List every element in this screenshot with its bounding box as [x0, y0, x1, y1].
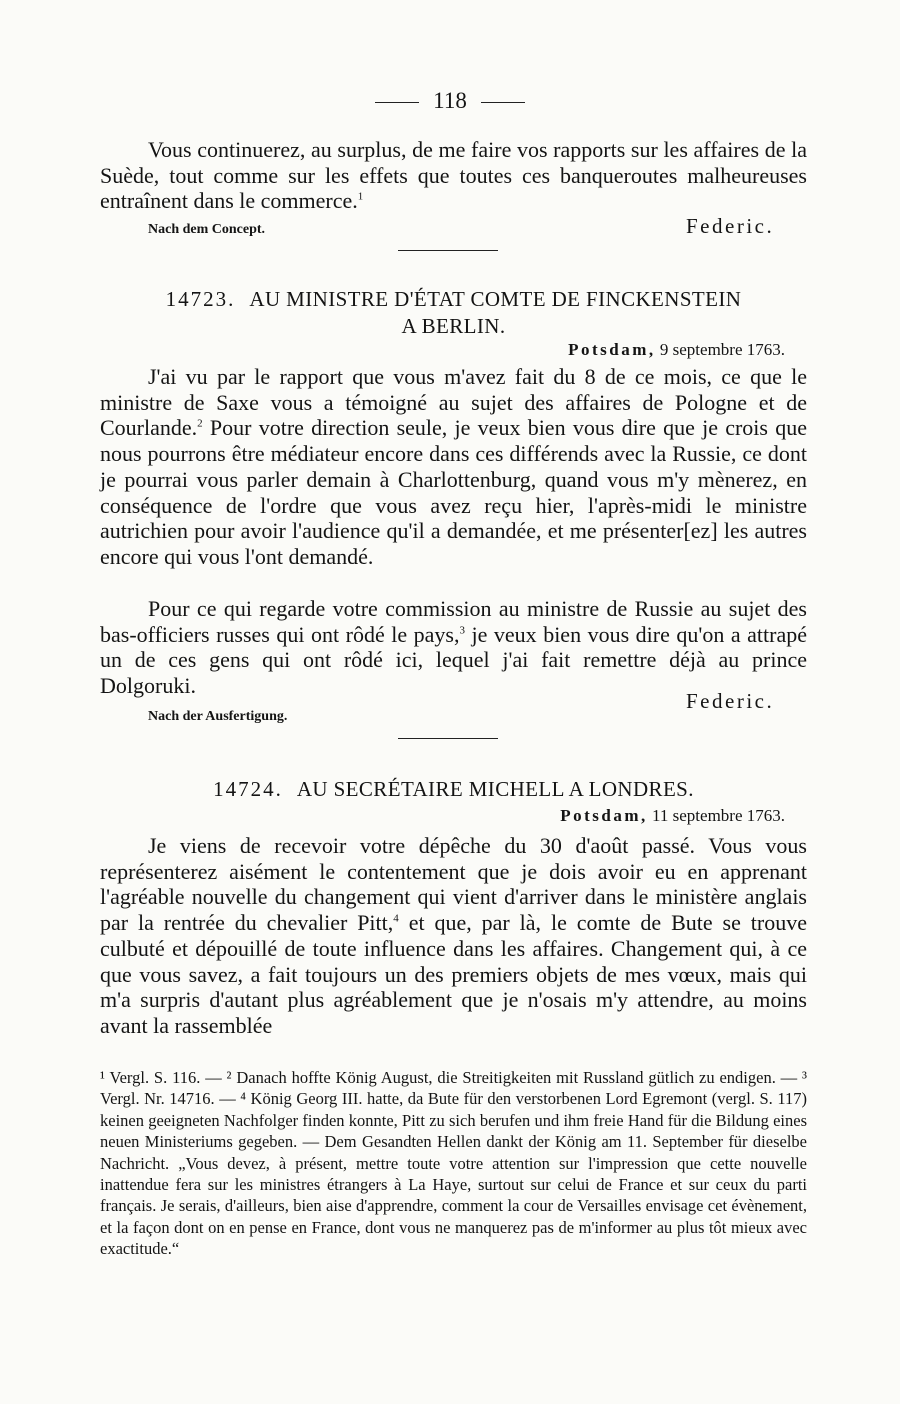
letter-title: AU SECRÉTAIRE MICHELL A LONDRES. [296, 777, 694, 801]
letter-number: 14723. [165, 287, 236, 311]
paragraph-text: Pour ce qui regarde votre commission au ministre de Russie au sujet des bas-officiers russes qui ont rôdé le pays, [100, 596, 807, 647]
intro-paragraph [100, 137, 807, 214]
paragraph-text: J'ai vu par le rapport que vous m'avez fait du 8 de ce mois, ce que le ministre de Saxe vous a témoigné au sujet des affaires de Pologne et de Courlande. [100, 364, 807, 441]
date-text: 9 septembre 1763. [659, 340, 785, 359]
letter-heading [100, 287, 807, 312]
paragraph-text: et que, par là, le comte de Bute se trouve culbuté et dépouillé de toute influence dans les affaires. Changement qui, à ce que vous savez, a fait toujours un des premiers objets de mes vœux, mais qui m'a surpris d'autant plus agréablement que je n'osais m'y attendre, au moins avant la rassemblée [100, 910, 807, 1038]
letter-heading-line2: A BERLIN. [401, 314, 506, 338]
footnote-ref: 4 [393, 912, 399, 925]
source-note: Nach dem Concept. [148, 222, 266, 237]
dateline [100, 806, 785, 826]
section-divider [398, 738, 498, 739]
date-place: Potsdam, [568, 340, 656, 359]
signature: Federic. [686, 214, 775, 238]
page-number-dash-left [375, 102, 419, 103]
letter-paragraph [100, 596, 807, 699]
letter-heading [100, 777, 807, 802]
footnote-ref: 2 [197, 418, 203, 431]
footnote-ref: 1 [357, 191, 364, 204]
signature: Federic. [686, 689, 775, 713]
date-place: Potsdam, [560, 806, 648, 825]
footnote-ref: 3 [459, 624, 465, 637]
letter-number: 14724. [213, 777, 283, 801]
page-number-dash-right [481, 102, 525, 103]
page-number-line [0, 88, 900, 114]
paragraph-text: Je viens de recevoir votre dépêche du 30 d'août passé. Vous vous représenterez aisément le contentement que je dois avoir eu en apprenant l'agréable nouvelle du changement qui vient d'arriver dans le ministère anglais par la rentrée du chevalier Pitt, [100, 833, 807, 936]
date-text: 11 septembre 1763. [652, 806, 785, 825]
source-note: Nach der Ausfertigung. [148, 709, 288, 724]
letter-title: AU MINISTRE D'ÉTAT COMTE DE FINCKENSTEIN [249, 287, 742, 311]
paragraph-text: Pour votre direction seule, je veux bien vous dire que je crois que nous pourrons être médiateur encore dans ces différends avec la Russie, ce dont je pourrai vous parler demain à Charlottenburg, quand vous m'y mènerez, en conséquence de l'ordre que vous avez reçu hier, l'après-midi le ministre autrichien pour avoir l'audience qu'il a demandée, et me présenter[ez] les autres encore qui vous l'ont demandé. [100, 415, 807, 569]
letter-paragraph [100, 833, 807, 1039]
page-number: 118 [433, 88, 467, 113]
intro-text: Vous continuerez, au surplus, de me faire vos rapports sur les affaires de la Suède, tout comme sur les effets que toutes ces banqueroutes malheureuses entraînent dans le commerce. [100, 137, 807, 214]
footnotes: ¹ Vergl. S. 116. — ² Danach hoffte König August, die Streitigkeiten mit Russland gütlich zu endigen. — ³ Vergl. Nr. 14716. — ⁴ König Georg III. hatte, da Bute für den verstorbenen Lord Egremont (vergl. S. 117) keinen geeigneten Nachfolger finden konnte, Pitt zu sich berufen und ihm freie Hand für die Bildung eines neuen Ministeriums gegeben. — Dem Gesandten Hellen dankt der König am 11. September für dieselbe Nachricht. „Vous devez, à présent, mettre toute votre attention sur l'impression que cette nouvelle inattendue fera sur les ministres étrangers à La Haye, surtout sur celui de France et sur ceux du parti français. Je serais, d'ailleurs, bien aise d'apprendre, comment la cour de Versailles envisage cet évènement, et la façon dont on en pense en France, dont vous ne manquerez pas de m'informer au plus tôt mieux avec exactitude.“ [100, 1068, 807, 1259]
paragraph-text: je veux bien vous dire qu'on a attrapé un de ces gens qui ont rôdé ici, lequel j'ai fait remettre déjà au prince Dolgoruki. [100, 621, 808, 699]
dateline [100, 340, 785, 360]
letter-paragraph [100, 364, 807, 570]
section-divider [398, 250, 498, 251]
